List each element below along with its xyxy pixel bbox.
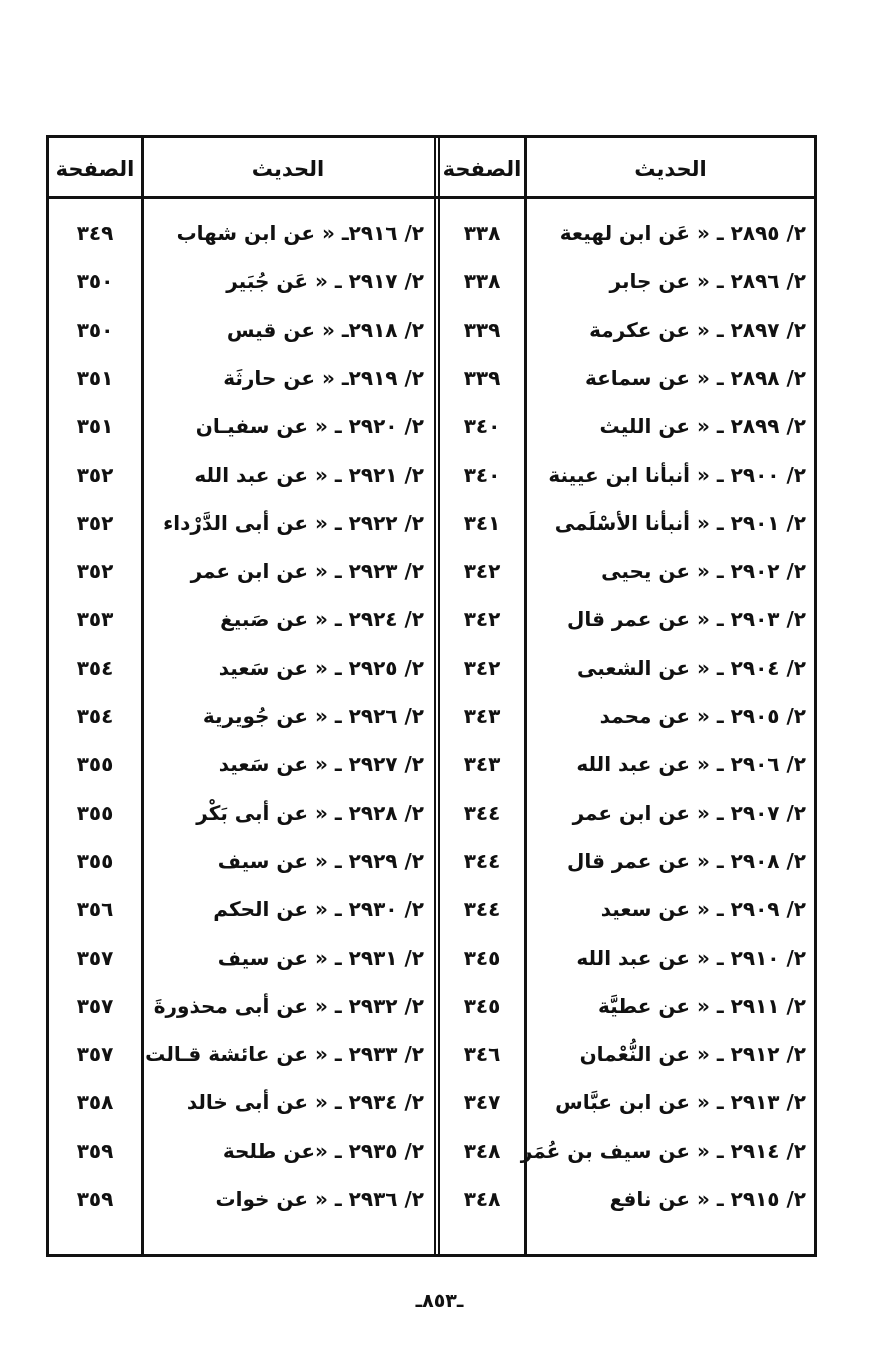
left-page-10: ٣٥٤ — [76, 655, 114, 680]
header-page-left: الصفحة — [55, 157, 135, 181]
left-page-17: ٣٥٧ — [76, 993, 114, 1018]
entry-text: ٢/ ٢٩٢٧ ـ « عن سَعيد — [218, 752, 424, 777]
right-page-14: ٣٤٤ — [463, 848, 501, 873]
left-page-4: ٣٥١ — [76, 365, 114, 390]
entry-text: ٢/ ٢٩١٠ ـ « عن عبد الله — [576, 945, 806, 970]
left-page-8: ٣٥٢ — [76, 559, 114, 584]
left-entry-4 — [144, 354, 432, 402]
header-rule — [49, 196, 814, 199]
left-entry-2 — [144, 257, 432, 305]
left-page-1: ٣٤٩ — [76, 221, 114, 245]
left-entry-21 — [144, 1175, 432, 1223]
left-entry-14 — [144, 837, 432, 885]
right-page-2: ٣٣٨ — [463, 269, 501, 294]
right-entry-8 — [527, 547, 814, 595]
left-page-14: ٣٥٥ — [76, 848, 114, 873]
left-page-6: ٣٥٢ — [76, 462, 114, 487]
left-entry-16 — [144, 934, 432, 982]
entry-text: ٢/ ٢٩٢٩ ـ « عن سيف — [217, 848, 424, 873]
entry-text: ٢/ ٢٩٠٠ ـ « أنبأنا ابن عيينة — [548, 462, 806, 487]
right-page-12: ٣٤٣ — [463, 752, 501, 777]
entry-text: ٢/ ٢٩٣٤ ـ « عن أبى خالد — [186, 1090, 424, 1115]
right-page-7: ٣٤١ — [463, 510, 501, 535]
left-entry-15 — [144, 885, 432, 933]
left-entry-17 — [144, 982, 432, 1030]
header-hadith-right: الحديث — [634, 157, 707, 181]
right-entry-16 — [527, 934, 814, 982]
left-entry-7 — [144, 499, 432, 547]
entry-text: ٢/ ٢٩٠٢ ـ « عن يحيى — [601, 559, 806, 584]
left-page-7: ٣٥٢ — [76, 510, 114, 535]
left-entry-3 — [144, 306, 432, 354]
left-entry-10 — [144, 644, 432, 692]
page-number: ـ٨٥٣ـ — [415, 1290, 464, 1312]
left-entry-12 — [144, 740, 432, 788]
entry-text: ٢/ ٢٩٣٢ ـ « عن أبى محذورةَ — [153, 993, 424, 1018]
entry-text: ٢/ ٢٩٣٠ ـ « عن الحكم — [213, 897, 424, 922]
entry-text: ٢/ ٢٩١٤ ـ « عن سيف بن عُمَر — [520, 1138, 806, 1163]
right-page-8: ٣٤٢ — [463, 559, 501, 584]
header-hadith-left: الحديث — [251, 157, 325, 181]
right-entry-4 — [527, 354, 814, 402]
left-page-16: ٣٥٧ — [76, 945, 114, 970]
entry-text: ٢/ ٢٩٠٥ ـ « عن محمد — [599, 704, 806, 728]
entry-text: ٢/ ٢٩٢٣ ـ « عن ابن عمر — [190, 559, 424, 584]
entry-text: ٢/ ٢٩٢٤ ـ « عن صَبيغ — [220, 607, 424, 632]
right-entry-9 — [527, 595, 814, 643]
left-page-11: ٣٥٤ — [76, 704, 114, 728]
left-page-3: ٣٥٠ — [76, 317, 114, 342]
entry-text: ٢/ ٢٩٢٥ ـ « عن سَعيد — [218, 655, 424, 680]
left-entry-13 — [144, 789, 432, 837]
entry-text: ٢/ ٢٩٢٠ ـ « عن سفيـان — [195, 414, 424, 439]
right-entry-1 — [527, 209, 814, 257]
entry-text: ٢/ ٢٩٣٥ ـ «عن طلحة — [222, 1138, 424, 1163]
left-page-9: ٣٥٣ — [76, 607, 114, 632]
entry-text: ٢/ ٢٩٠٨ ـ « عن عمر قال — [566, 848, 806, 873]
right-entry-13 — [527, 789, 814, 837]
entry-text: ٢/ ٢٨٩٥ ـ « عَن ابن لهيعة — [559, 221, 806, 245]
entry-text: ٢/ ٢٩٠٤ ـ « عن الشعبى — [577, 655, 806, 680]
entry-text: ٢/ ٢٩١٦ـ « عن ابن شهاب — [176, 221, 424, 245]
right-entry-20 — [520, 1127, 814, 1175]
right-entry-5 — [527, 402, 814, 450]
left-page-2: ٣٥٠ — [76, 269, 114, 294]
right-page-9: ٣٤٢ — [463, 607, 501, 632]
right-page-16: ٣٤٥ — [463, 945, 501, 970]
right-page-15: ٣٤٤ — [463, 897, 501, 922]
right-page-18: ٣٤٦ — [463, 1042, 501, 1067]
right-entry-7 — [527, 499, 814, 547]
entry-text: ٢/ ٢٩٣٣ ـ « عن عائشة قـالت — [145, 1042, 424, 1067]
right-page-17: ٣٤٥ — [463, 993, 501, 1018]
entry-text: ٢/ ٢٩١٩ـ « عن حارثَة — [223, 365, 424, 390]
entry-text: ٢/ ٢٩٢٢ ـ « عن أبى الدَّرْداء — [163, 510, 424, 535]
left-entry-8 — [144, 547, 432, 595]
right-entry-12 — [527, 740, 814, 788]
right-entry-10 — [527, 644, 814, 692]
right-page-4: ٣٣٩ — [463, 365, 501, 390]
left-page-21: ٣٥٩ — [76, 1187, 114, 1211]
left-entry-19 — [144, 1078, 432, 1126]
right-entry-18 — [527, 1030, 814, 1078]
right-page-5: ٣٤٠ — [463, 414, 501, 439]
right-page-21: ٣٤٨ — [463, 1187, 501, 1211]
right-entry-19 — [527, 1078, 814, 1126]
right-page-20: ٣٤٨ — [463, 1138, 501, 1163]
left-page-19: ٣٥٨ — [76, 1090, 114, 1115]
left-entry-20 — [144, 1127, 432, 1175]
entry-text: ٢/ ٢٩١٢ ـ « عن النُّعْمان — [579, 1042, 806, 1067]
left-page-12: ٣٥٥ — [76, 752, 114, 777]
left-page-18: ٣٥٧ — [76, 1042, 114, 1067]
left-entry-5 — [144, 402, 432, 450]
entry-text: ٢/ ٢٨٩٨ ـ « عن سماعة — [585, 365, 806, 390]
left-page-20: ٣٥٩ — [76, 1138, 114, 1163]
left-page-15: ٣٥٦ — [76, 897, 114, 922]
entry-text: ٢/ ٢٩٠٦ ـ « عن عبد الله — [576, 752, 806, 777]
right-page-19: ٣٤٧ — [463, 1090, 501, 1115]
right-page-13: ٣٤٤ — [463, 800, 501, 825]
left-page-5: ٣٥١ — [76, 414, 114, 439]
right-entry-11 — [527, 692, 814, 740]
entry-text: ٢/ ٢٩٣١ ـ « عن سيف — [217, 945, 424, 970]
left-entry-6 — [144, 451, 432, 499]
entry-text: ٢/ ٢٨٩٧ ـ « عن عكرمة — [589, 317, 806, 342]
entry-text: ٢/ ٢٩٢٦ ـ « عن جُويرية — [202, 704, 424, 728]
left-entry-1 — [144, 209, 432, 257]
left-entry-11 — [144, 692, 432, 740]
right-entry-6 — [527, 451, 814, 499]
entry-text: ٢/ ٢٩٠٣ ـ « عن عمر قال — [566, 607, 806, 632]
entry-text: ٢/ ٢٩٠٩ ـ « عن سعيد — [600, 897, 806, 922]
entry-text: ٢/ ٢٩٣٦ ـ « عن خوات — [215, 1187, 424, 1211]
right-page-6: ٣٤٠ — [463, 462, 501, 487]
entry-text: ٢/ ٢٩١١ ـ « عن عطيَّة — [597, 993, 806, 1018]
entry-text: ٢/ ٢٨٩٦ ـ « عن جابر — [609, 269, 806, 294]
right-page-1: ٣٣٨ — [463, 221, 501, 245]
right-entry-15 — [527, 885, 814, 933]
right-page-10: ٣٤٢ — [463, 655, 501, 680]
right-entry-21 — [527, 1175, 814, 1223]
entry-text: ٢/ ٢٩٠١ ـ « أنبأنا الأسْلَمى — [554, 510, 806, 535]
left-entry-18 — [144, 1030, 432, 1078]
entry-text: ٢/ ٢٨٩٩ ـ « عن الليث — [599, 414, 806, 439]
entry-text: ٢/ ٢٩١٧ ـ « عَن جُبَير — [226, 269, 424, 294]
right-entry-14 — [527, 837, 814, 885]
entry-text: ٢/ ٢٩٢٨ ـ « عن أبى بَكْر — [196, 800, 424, 825]
right-page-3: ٣٣٩ — [463, 317, 501, 342]
entry-text: ٢/ ٢٩١٨ـ « عن قيس — [226, 317, 424, 342]
entry-text: ٢/ ٢٩٠٧ ـ « عن ابن عمر — [572, 800, 806, 825]
right-page-11: ٣٤٣ — [463, 704, 501, 728]
left-page-13: ٣٥٥ — [76, 800, 114, 825]
left-entry-9 — [144, 595, 432, 643]
right-entry-17 — [527, 982, 814, 1030]
right-entry-3 — [527, 306, 814, 354]
header-page-right: الصفحة — [442, 157, 522, 181]
right-entry-2 — [527, 257, 814, 305]
hadith-index-table — [46, 135, 817, 1257]
entry-text: ٢/ ٢٩١٥ ـ « عن نافع — [609, 1187, 806, 1211]
entry-text: ٢/ ٢٩١٣ ـ « عن ابن عبَّاس — [555, 1090, 806, 1115]
entry-text: ٢/ ٢٩٢١ ـ « عن عبد الله — [194, 462, 424, 487]
